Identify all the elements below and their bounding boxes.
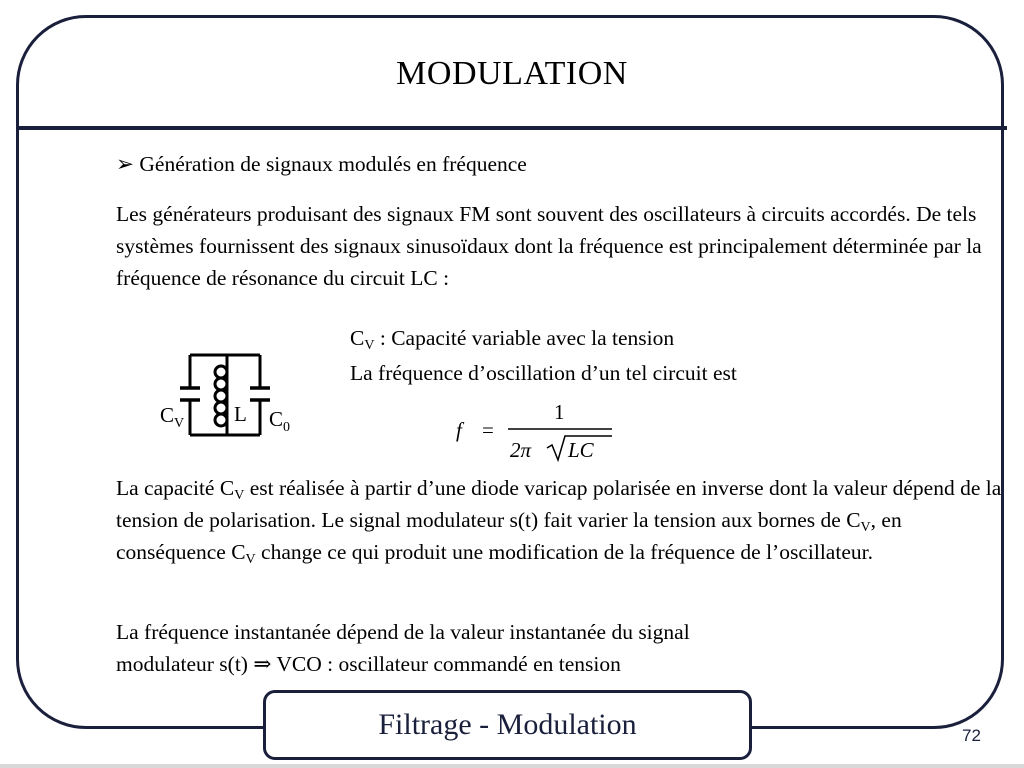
- footer-label: Filtrage - Modulation: [378, 708, 637, 741]
- footer-box: [263, 690, 752, 760]
- resonance-formula: [450, 400, 620, 465]
- formula-lhs: f: [456, 418, 462, 442]
- paragraph-intro: Les générateurs produisant des signaux FM sont souvent des oscillateurs à circuits accordés. De tels systèmes fournissent des signaux sinusoïdaux dont la fréquence est principalement déterminée par la fréquence de résonance du circuit LC :: [116, 202, 982, 290]
- cv-subscript: V: [364, 338, 375, 353]
- formula-numerator: 1: [554, 400, 565, 424]
- bottom-band: [0, 764, 1024, 768]
- bullet-heading: [116, 148, 527, 180]
- implies-arrow-icon: ⇒: [253, 652, 272, 676]
- formula-equals: =: [482, 418, 494, 442]
- paragraph-varicap: La capacité $C_V$ est réalisée à partir d’une diode varicap polarisée en inverse dont la valeur dépend de la tension de polarisation. Le signal modulateur s(t) fait varier la tension aux bornes de $C_V$, en conséquence $C_V$ change ce qui produit une modification de la fréquence de l’oscillateur.: [116, 476, 1002, 567]
- vco-line2: modulateur s(t) ⇒ VCO : oscillateur commandé en tension: [116, 652, 621, 676]
- formula-den-radicand: LC: [568, 438, 594, 462]
- lc-circuit-diagram: [155, 350, 305, 445]
- slide-title: MODULATION: [396, 55, 628, 92]
- page-number: 72: [962, 726, 981, 745]
- c0-circuit-label: $C_0$: [269, 407, 291, 435]
- cv-symbol: C: [350, 326, 365, 350]
- formula-den-prefix: 2π: [510, 438, 532, 462]
- cv-circuit-label: $C_V$: [160, 403, 185, 431]
- bullet-arrow-icon: ➢: [116, 152, 135, 176]
- cv-definition-text: : Capacité variable avec la tension: [374, 326, 675, 350]
- inductor-label: L: [234, 402, 247, 426]
- title-divider: [17, 126, 1007, 130]
- bullet-text: Génération de signaux modulés en fréquence: [139, 152, 527, 176]
- cv-definition: [350, 322, 674, 354]
- oscillation-frequency-line: La fréquence d’oscillation d’un tel circuit est: [350, 361, 737, 385]
- vco-line1: La fréquence instantanée dépend de la valeur instantanée du signal: [116, 620, 690, 644]
- paragraph-vco: [116, 616, 996, 680]
